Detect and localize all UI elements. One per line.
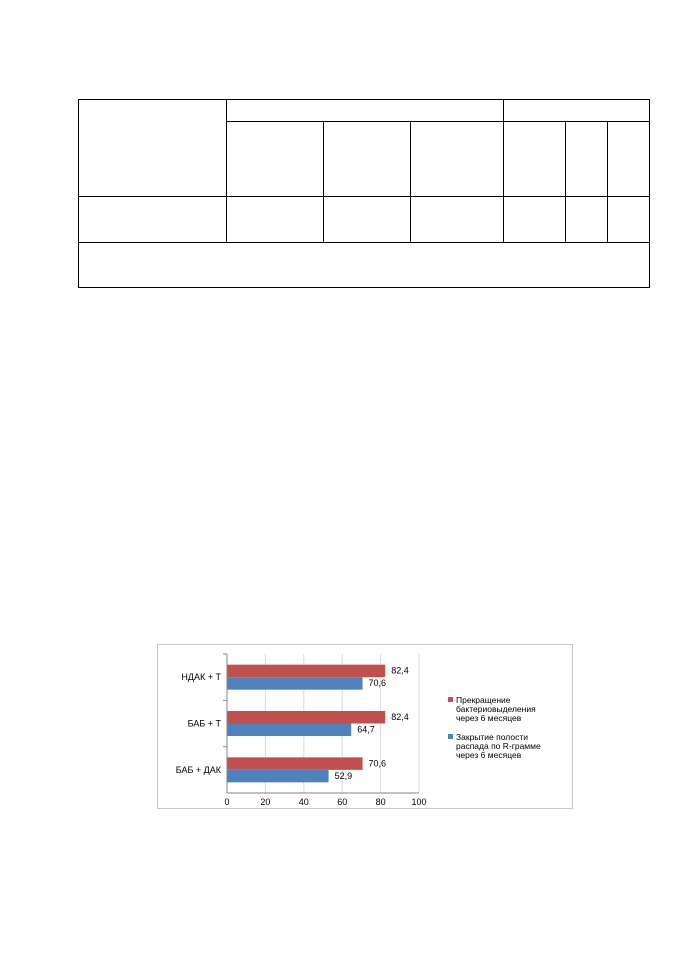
category-label: БАБ + ДАК [175,764,221,775]
x-tick-label: 60 [337,797,348,807]
bar [227,770,329,783]
legend-text: через 6 месяцев [456,750,522,760]
bar [227,757,363,770]
data-label: 64,7 [357,724,375,735]
legend-text: Закрытие полости [456,732,528,742]
empty-table [78,99,650,288]
bar-chart [158,645,572,808]
category-label: НДАК + Т [181,672,221,683]
legend-text: бактериовыделения [456,704,536,714]
bar [227,711,385,724]
legend-text: Прекращение [456,695,511,705]
legend-swatch [448,697,453,702]
bar [227,724,351,737]
bar [227,677,363,690]
legend-text: распада по R-грамме [456,741,541,751]
x-tick-label: 100 [411,797,427,807]
x-tick-label: 0 [224,797,230,807]
legend-swatch [448,734,453,739]
x-tick-label: 80 [375,797,386,807]
bar [227,665,385,678]
category-label: БАБ + Т [187,718,221,729]
data-label: 82,4 [391,712,409,722]
chart-container [157,644,573,809]
data-label: 70,6 [368,758,387,769]
x-tick-label: 20 [260,797,271,807]
legend-text: через 6 месяцев [456,713,522,723]
data-label: 52,9 [334,770,353,781]
x-tick-label: 40 [298,797,309,807]
data-label: 70,6 [368,678,387,689]
data-label: 82,4 [391,665,409,676]
